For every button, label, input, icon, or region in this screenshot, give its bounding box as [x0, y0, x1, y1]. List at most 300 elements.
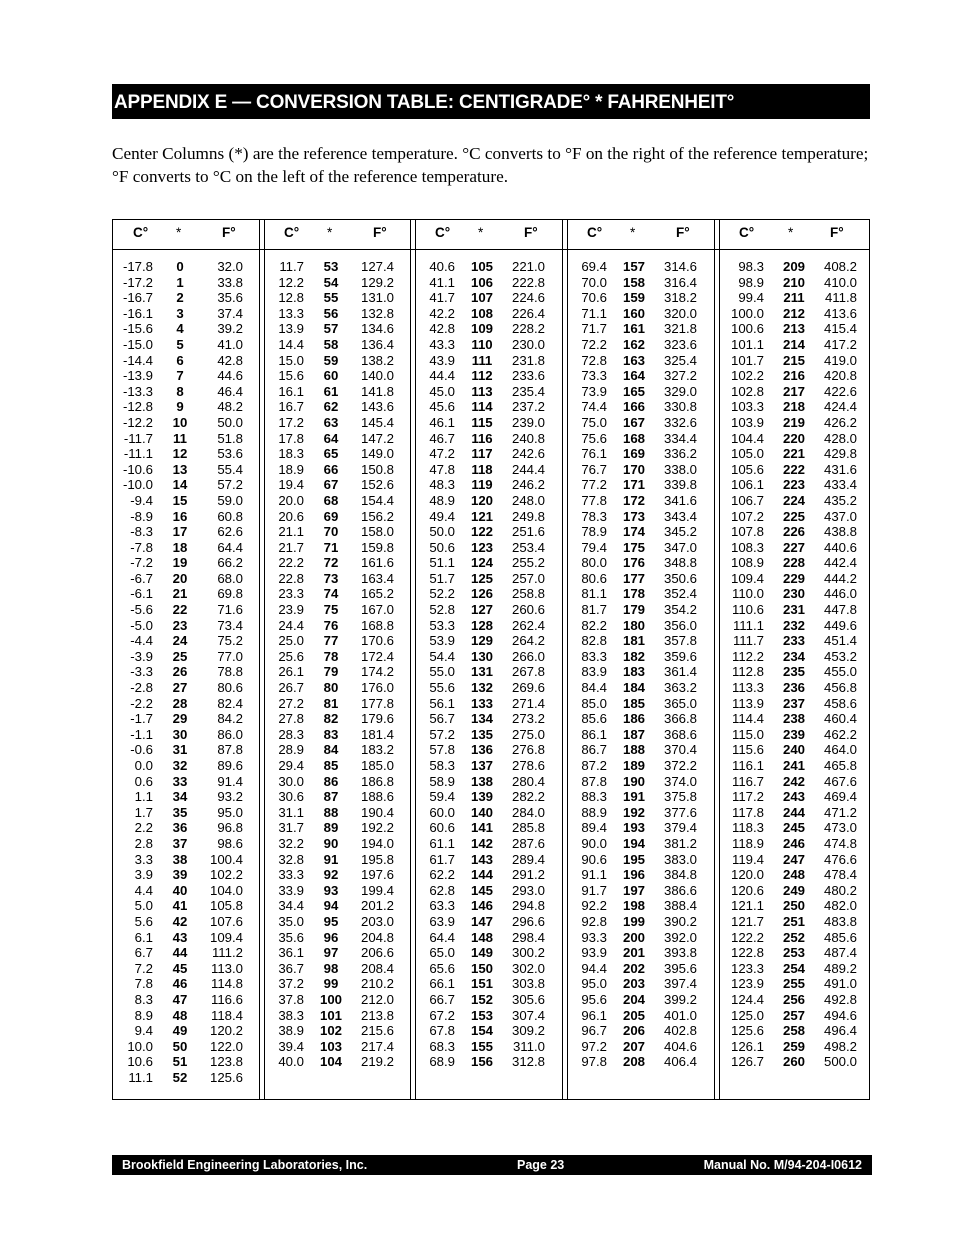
fahrenheit-value: 280.4 [511, 773, 545, 789]
reference-value: 6 [176, 352, 184, 368]
celsius-value: 108.3 [730, 539, 764, 555]
celsius-value: 110.0 [731, 586, 764, 602]
celsius-value: 52.8 [429, 602, 455, 618]
celsius-value: 56.7 [429, 711, 455, 727]
reference-value: 135 [470, 726, 493, 742]
fahrenheit-value: 413.6 [823, 305, 857, 321]
reference-value: 128 [470, 617, 493, 633]
table-row [719, 883, 869, 899]
reference-value: 173 [622, 508, 645, 524]
reference-value: 68 [323, 492, 339, 508]
reference-value: 55 [323, 290, 339, 306]
fahrenheit-value: 258.8 [511, 586, 545, 602]
table-row [719, 1023, 869, 1039]
reference-value: 118 [471, 461, 493, 477]
celsius-value: 48.9 [429, 492, 455, 508]
table-row [264, 758, 415, 774]
reference-value: 15 [172, 492, 188, 508]
celsius-value: 46.7 [429, 430, 455, 446]
fahrenheit-value: 278.6 [511, 758, 545, 773]
fahrenheit-value: 195.8 [360, 851, 394, 867]
celsius-value: 37.2 [278, 976, 304, 992]
fahrenheit-value: 224.6 [511, 290, 545, 306]
fahrenheit-value: 465.8 [823, 758, 857, 773]
celsius-value: 100.0 [730, 305, 764, 321]
fahrenheit-value: 321.8 [663, 321, 697, 337]
celsius-value: 61.1 [429, 835, 455, 851]
fahrenheit-value: 370.4 [663, 742, 697, 758]
reference-value: 133 [470, 695, 493, 711]
reference-value: 255 [782, 976, 805, 992]
reference-value: 75 [323, 602, 339, 618]
fahrenheit-value: 269.6 [511, 680, 545, 696]
celsius-value: -3.3 [130, 664, 153, 680]
fahrenheit-value: 410.0 [823, 274, 857, 290]
table-row [113, 898, 264, 914]
table-row [415, 898, 567, 914]
celsius-value: 3.9 [134, 867, 153, 883]
celsius-value: -1.1 [130, 726, 153, 742]
reference-value: 217 [782, 383, 805, 399]
reference-value: 114 [471, 399, 493, 415]
reference-value: 171 [622, 477, 645, 493]
table-row [264, 431, 415, 447]
table-row [719, 618, 869, 634]
table-row [264, 368, 415, 384]
table-row [113, 649, 264, 665]
celsius-value: 60.6 [429, 820, 455, 836]
fahrenheit-value: 262.4 [511, 617, 545, 633]
reference-value: 41 [172, 898, 188, 914]
reference-value: 10 [172, 414, 188, 430]
reference-value: 39 [172, 867, 188, 883]
table-row [113, 774, 264, 790]
celsius-value: 23.9 [278, 602, 304, 618]
celsius-value: 57.2 [429, 726, 455, 742]
celsius-value: -2.2 [130, 695, 153, 711]
reference-value: 252 [782, 929, 805, 945]
reference-value: 51 [172, 1054, 188, 1070]
footer-manual-number: Manual No. M/94-204-I0612 [703, 1158, 862, 1172]
fahrenheit-value: 469.4 [823, 789, 857, 805]
reference-value: 183 [622, 664, 645, 680]
table-row [264, 602, 415, 618]
reference-value: 2 [176, 290, 184, 306]
table-row [415, 275, 567, 291]
fahrenheit-value: 480.2 [823, 882, 857, 898]
table-row [415, 431, 567, 447]
reference-value: 24 [172, 633, 188, 649]
celsius-value: 15.0 [278, 352, 304, 368]
fahrenheit-value: 267.8 [511, 664, 545, 680]
celsius-value: 90.6 [581, 851, 607, 867]
table-row [415, 555, 567, 571]
celsius-value: 80.0 [581, 555, 607, 571]
fahrenheit-value: 260.6 [511, 602, 545, 618]
table-row [567, 462, 719, 478]
celsius-value: 71.1 [581, 305, 607, 321]
table-row [415, 1023, 567, 1039]
reference-value: 160 [622, 305, 645, 321]
fahrenheit-value: 264.2 [511, 633, 545, 649]
celsius-value: 74.4 [581, 399, 607, 415]
fahrenheit-value: 415.4 [823, 321, 857, 337]
table-row [264, 275, 415, 291]
celsius-value: 106.7 [730, 492, 764, 508]
celsius-value: 122.8 [730, 945, 764, 961]
celsius-value: 86.1 [581, 726, 607, 742]
table-row [264, 914, 415, 930]
fahrenheit-value: 87.8 [217, 742, 243, 758]
fahrenheit-value: 249.8 [511, 508, 545, 524]
celsius-value: 51.1 [429, 555, 455, 571]
table-row [415, 462, 567, 478]
table-row [415, 930, 567, 946]
table-row [415, 306, 567, 322]
fahrenheit-value: 287.6 [511, 835, 545, 851]
celsius-value: 102.8 [730, 383, 764, 399]
celsius-value: 42.8 [429, 321, 455, 337]
table-row [719, 415, 869, 431]
reference-value: 235 [782, 664, 805, 680]
celsius-value: 5.6 [134, 913, 153, 929]
table-row [567, 524, 719, 540]
table-row [415, 664, 567, 680]
fahrenheit-value: 59.0 [217, 492, 243, 508]
fahrenheit-value: 199.4 [360, 882, 394, 898]
celsius-value: 53.3 [429, 617, 455, 633]
table-row [264, 493, 415, 509]
reference-value: 251 [782, 913, 805, 929]
reference-value: 125 [470, 570, 493, 586]
table-rows [264, 259, 415, 1070]
reference-value: 176 [622, 555, 645, 571]
celsius-value: 39.4 [278, 1038, 304, 1054]
reference-value: 139 [470, 789, 493, 805]
reference-value: 224 [782, 492, 805, 508]
reference-value: 92 [323, 867, 339, 883]
table-row [567, 711, 719, 727]
fahrenheit-value: 491.0 [823, 976, 857, 992]
fahrenheit-value: 395.6 [663, 960, 697, 976]
reference-value: 208 [622, 1054, 645, 1070]
fahrenheit-value: 305.6 [511, 991, 545, 1007]
fahrenheit-value: 372.2 [663, 758, 697, 773]
celsius-value: 103.3 [730, 399, 764, 415]
reference-value: 238 [782, 711, 805, 727]
fahrenheit-value: 323.6 [663, 336, 697, 352]
reference-value: 37 [172, 835, 188, 851]
table-row [113, 789, 264, 805]
fahrenheit-value: 276.8 [511, 742, 545, 758]
reference-value: 77 [323, 633, 339, 649]
table-row [567, 680, 719, 696]
reference-value: 225 [782, 508, 805, 524]
reference-value: 170 [622, 461, 645, 477]
reference-value: 70 [323, 524, 339, 540]
reference-value: 7 [176, 368, 184, 384]
table-row [567, 1039, 719, 1055]
reference-value: 193 [622, 820, 645, 836]
celsius-value: 31.1 [278, 804, 304, 820]
celsius-value: 44.4 [429, 368, 455, 384]
celsius-value: 59.4 [429, 789, 455, 805]
table-row [719, 696, 869, 712]
reference-value: 5 [176, 336, 184, 352]
table-row [415, 992, 567, 1008]
celsius-value: 40.6 [429, 259, 455, 274]
table-row [113, 930, 264, 946]
table-row [113, 867, 264, 883]
reference-value: 258 [782, 1023, 805, 1039]
fahrenheit-value: 473.0 [823, 820, 857, 836]
celsius-value: 96.1 [581, 1007, 607, 1023]
table-header-row [264, 220, 415, 250]
table-row [113, 618, 264, 634]
table-row [719, 477, 869, 493]
fahrenheit-value: 498.2 [823, 1038, 857, 1054]
fahrenheit-value: 330.8 [663, 399, 697, 415]
reference-value: 119 [471, 477, 493, 493]
reference-value: 179 [622, 602, 645, 618]
reference-value: 104 [319, 1054, 342, 1070]
celsius-value: 36.1 [278, 945, 304, 961]
fahrenheit-value: 84.2 [217, 711, 243, 727]
table-row [113, 1023, 264, 1039]
table-row [415, 1008, 567, 1024]
table-row [415, 742, 567, 758]
reference-value: 231 [782, 602, 805, 618]
celsius-value: 46.1 [429, 414, 455, 430]
table-row [113, 914, 264, 930]
reference-value: 49 [172, 1023, 188, 1039]
celsius-value: 97.2 [581, 1038, 607, 1054]
fahrenheit-value: 311.0 [512, 1038, 545, 1054]
fahrenheit-value: 379.4 [663, 820, 697, 836]
celsius-value: 62.8 [429, 882, 455, 898]
table-column-group [567, 220, 719, 1099]
celsius-value: 35.0 [278, 913, 304, 929]
table-row [264, 462, 415, 478]
table-row [113, 1054, 264, 1070]
reference-value: 112 [471, 368, 493, 384]
table-row [567, 914, 719, 930]
fahrenheit-value: 284.0 [511, 804, 545, 820]
reference-value: 194 [622, 835, 645, 851]
celsius-value: -7.8 [130, 539, 153, 555]
table-row [567, 306, 719, 322]
table-row [264, 259, 415, 275]
celsius-value: 86.7 [581, 742, 607, 758]
fahrenheit-value: 42.8 [217, 352, 243, 368]
fahrenheit-value: 390.2 [663, 913, 697, 929]
reference-value: 246 [782, 835, 805, 851]
reference-value: 36 [172, 820, 188, 836]
table-header-row [113, 220, 264, 250]
fahrenheit-value: 68.0 [217, 570, 243, 586]
reference-value: 186 [622, 711, 645, 727]
table-row [264, 321, 415, 337]
reference-value: 100 [319, 991, 342, 1007]
reference-value: 98 [323, 960, 339, 976]
reference-value: 207 [622, 1038, 645, 1054]
reference-value: 63 [323, 414, 339, 430]
reference-value: 16 [172, 508, 188, 524]
fahrenheit-value: 158.0 [360, 524, 394, 540]
fahrenheit-value: 424.4 [823, 399, 857, 415]
table-row [113, 742, 264, 758]
celsius-value: 109.4 [730, 570, 764, 586]
celsius-value: 26.7 [278, 680, 304, 696]
reference-value: 249 [782, 882, 805, 898]
celsius-value: 123.3 [730, 960, 764, 976]
table-row [113, 337, 264, 353]
table-row [719, 633, 869, 649]
celsius-value: -6.1 [130, 586, 153, 602]
celsius-value: 88.9 [581, 804, 607, 820]
fahrenheit-value: 89.6 [217, 758, 243, 773]
fahrenheit-value: 244.4 [511, 461, 545, 477]
celsius-value: 125.0 [730, 1007, 764, 1023]
table-row [415, 602, 567, 618]
celsius-value: 5.0 [134, 898, 153, 914]
celsius-value: 120.0 [730, 867, 764, 883]
celsius-value: 113.3 [731, 680, 764, 696]
celsius-value: 27.2 [278, 695, 304, 711]
table-row [719, 820, 869, 836]
table-row [264, 930, 415, 946]
fahrenheit-value: 134.6 [360, 321, 394, 337]
table-row [113, 883, 264, 899]
celsius-value: 32.2 [278, 835, 304, 851]
reference-value: 221 [782, 446, 805, 462]
fahrenheit-value: 113.0 [210, 960, 243, 976]
table-row [264, 742, 415, 758]
reference-value: 38 [172, 851, 188, 867]
reference-value: 166 [622, 399, 645, 415]
celsius-value: 42.2 [429, 305, 455, 321]
fahrenheit-value: 96.8 [217, 820, 243, 836]
table-row [567, 976, 719, 992]
table-row [264, 509, 415, 525]
table-row [113, 1039, 264, 1055]
celsius-value: 113.9 [731, 695, 764, 711]
table-row [567, 836, 719, 852]
reference-value: 236 [782, 680, 805, 696]
celsius-value: 35.6 [278, 929, 304, 945]
celsius-value: 114.4 [731, 711, 764, 727]
celsius-value: -12.8 [122, 399, 153, 415]
fahrenheit-value: 186.8 [360, 773, 394, 789]
table-row [567, 290, 719, 306]
reference-value: 134 [470, 711, 493, 727]
celsius-value: 88.3 [581, 789, 607, 805]
reference-value: 120 [470, 492, 493, 508]
fahrenheit-value: 105.8 [209, 898, 243, 914]
celsius-value: 50.0 [429, 524, 455, 540]
table-row [567, 633, 719, 649]
table-row [264, 852, 415, 868]
reference-value: 78 [323, 648, 339, 664]
fahrenheit-value: 154.4 [360, 492, 394, 508]
fahrenheit-value: 75.2 [217, 633, 243, 649]
reference-value: 25 [172, 648, 188, 664]
fahrenheit-value: 168.8 [360, 617, 394, 633]
fahrenheit-value: 73.4 [217, 617, 243, 633]
table-row [415, 774, 567, 790]
reference-value: 126 [470, 586, 493, 602]
celsius-value: 105.6 [730, 461, 764, 477]
table-row [415, 618, 567, 634]
fahrenheit-value: 204.8 [360, 929, 394, 945]
reference-value: 184 [622, 680, 645, 696]
celsius-value: -4.4 [130, 633, 153, 649]
reference-value: 30 [172, 726, 188, 742]
table-row [415, 477, 567, 493]
table-row [264, 976, 415, 992]
fahrenheit-value: 384.8 [663, 867, 697, 883]
fahrenheit-value: 302.0 [511, 960, 545, 976]
celsius-value: 75.0 [581, 414, 607, 430]
celsius-value: 107.8 [730, 524, 764, 540]
reference-value: 61 [323, 383, 339, 399]
table-row [567, 727, 719, 743]
table-row [264, 945, 415, 961]
reference-value: 91 [323, 851, 339, 867]
table-row [567, 774, 719, 790]
table-row [113, 758, 264, 774]
reference-value: 43 [172, 929, 188, 945]
table-row [567, 852, 719, 868]
table-row [415, 540, 567, 556]
table-row [719, 290, 869, 306]
fahrenheit-value: 341.6 [663, 492, 697, 508]
reference-value: 19 [172, 555, 188, 571]
table-row [113, 852, 264, 868]
celsius-value: 79.4 [581, 539, 607, 555]
celsius-value: -17.2 [122, 274, 153, 290]
fahrenheit-value: 334.4 [663, 430, 697, 446]
table-row [719, 353, 869, 369]
fahrenheit-value: 397.4 [663, 976, 697, 992]
celsius-value: 107.2 [730, 508, 764, 524]
table-header-row [567, 220, 719, 250]
table-row [415, 945, 567, 961]
reference-value: 131 [470, 664, 493, 680]
celsius-value: 80.6 [581, 570, 607, 586]
reference-value: 146 [470, 898, 493, 914]
table-rows [567, 259, 719, 1070]
table-row [415, 696, 567, 712]
fahrenheit-value: 221.0 [511, 259, 545, 274]
table-row [264, 399, 415, 415]
celsius-value: -10.0 [122, 477, 153, 493]
celsius-value: 63.3 [429, 898, 455, 914]
page-title: APPENDIX E — CONVERSION TABLE: CENTIGRADE° * FAHRENHEIT° [112, 84, 870, 119]
reference-value: 158 [622, 274, 645, 290]
reference-value: 86 [323, 773, 339, 789]
celsius-value: 112.8 [731, 664, 764, 680]
table-row [567, 945, 719, 961]
celsius-value: 52.2 [429, 586, 455, 602]
fahrenheit-value: 91.4 [217, 773, 243, 789]
reference-value: 21 [172, 586, 188, 602]
reference-value: 33 [172, 773, 188, 789]
fahrenheit-value: 248.0 [511, 492, 545, 508]
reference-value: 198 [622, 898, 645, 914]
table-row [567, 618, 719, 634]
fahrenheit-value: 474.8 [823, 835, 857, 851]
